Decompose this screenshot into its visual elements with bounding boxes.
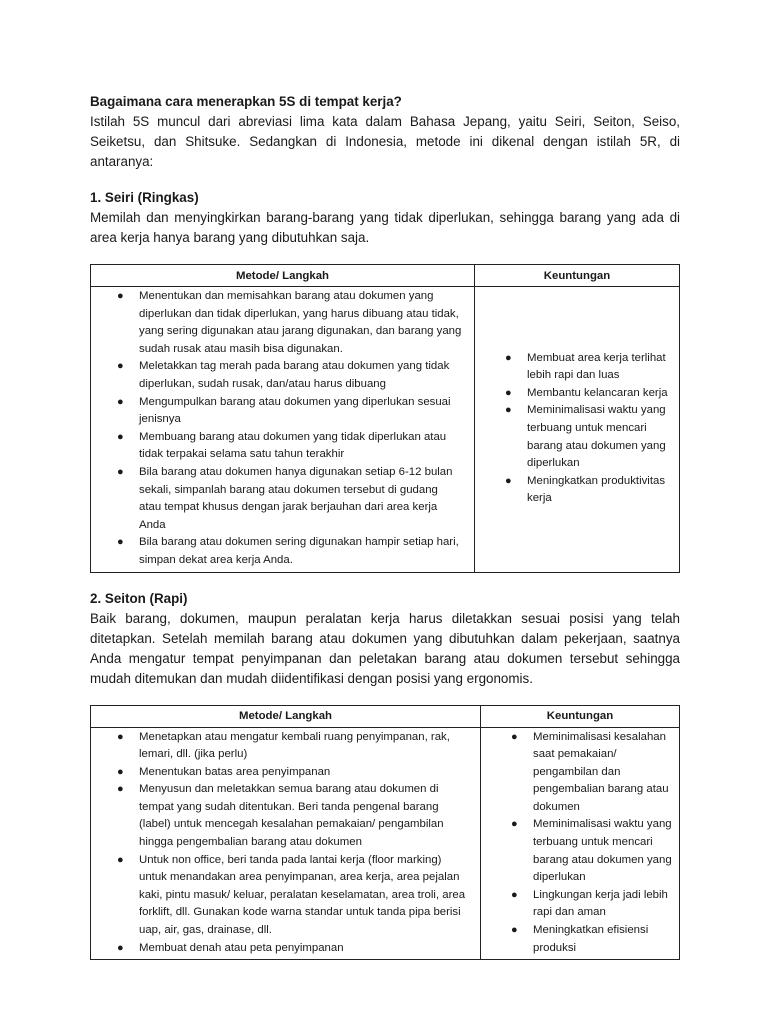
list-item xyxy=(91,394,474,429)
section-seiton xyxy=(90,589,680,961)
bullet-icon: ● xyxy=(505,404,512,417)
intro-paragraph: Istilah 5S muncul dari abreviasi lima kata dalam Bahasa Jepang, yaitu Seiri, Seiton, Seiso, Seiketsu, dan Shitsuke. Sedangkan di Indonesia, metode ini dikenal dengan istilah 5R, di antaranya: xyxy=(90,114,680,169)
list-item-text: Membantu kelancaran kerja xyxy=(527,386,668,399)
list-item-text: Meminimalisasi kesalahan saat pemakaian/ pengambilan dan pengembalian barang atau dokumen xyxy=(533,730,669,813)
bullet-icon: ● xyxy=(117,290,124,302)
bullet-icon: ● xyxy=(505,386,512,399)
bullet-icon: ● xyxy=(511,888,518,901)
table-header-metode: Metode/ Langkah xyxy=(91,265,475,287)
bullet-icon: ● xyxy=(117,465,124,478)
bullet-icon: ● xyxy=(117,853,124,866)
list-item xyxy=(91,764,480,782)
section-title: 1. Seiri (Ringkas) xyxy=(90,190,199,205)
metode-list xyxy=(91,288,474,570)
list-item xyxy=(91,940,480,958)
list-item-text: Bila barang atau dokumen hanya digunakan setiap 6-12 bulan sekali, simpanlah barang atau dokumen tersebut di gudang atau tempat khusus dengan jarak berjauhan dari area kerja Anda xyxy=(139,465,453,531)
bullet-icon: ● xyxy=(117,430,124,443)
bullet-icon: ● xyxy=(117,360,124,373)
list-item xyxy=(481,816,679,886)
list-item xyxy=(481,922,679,957)
document-content xyxy=(90,92,680,960)
keuntungan-list xyxy=(481,729,679,958)
list-item xyxy=(475,385,679,403)
bullet-icon: ● xyxy=(117,536,124,549)
list-item xyxy=(91,534,474,569)
bullet-icon: ● xyxy=(117,765,124,778)
list-item xyxy=(475,402,679,472)
bullet-icon: ● xyxy=(505,474,512,487)
list-item xyxy=(475,473,679,508)
metode-cell xyxy=(91,727,481,960)
keuntungan-cell xyxy=(481,727,680,960)
bullet-icon: ● xyxy=(117,395,124,408)
section-title: 2. Seiton (Rapi) xyxy=(90,590,188,606)
table-header-keuntungan: Keuntungan xyxy=(481,705,680,727)
metode-list xyxy=(91,729,480,958)
list-item-text: Meminimalisasi waktu yang terbuang untuk mencari barang atau dokumen yang diperlukan xyxy=(527,404,666,470)
list-item xyxy=(91,288,474,358)
list-item-text: Membuat area kerja terlihat lebih rapi dan luas xyxy=(527,351,666,382)
list-item-text: Untuk non office, beri tanda pada lantai kerja (floor marking) untuk menandakan area penyimpanan, area kerja, area pejalan kaki, pintu masuk/ keluar, peralatan keselamatan, area troli, area forklift, dll. Gunakan kode warna standar untuk tanda pipa berisi uap, air, gas, drainase, dll. xyxy=(139,853,466,937)
list-item-text: Meminimalisasi waktu yang terbuang untuk mencari barang atau dokumen yang diperlukan xyxy=(533,818,672,884)
keuntungan-list xyxy=(475,350,679,508)
bullet-icon: ● xyxy=(117,941,124,954)
list-item-text: Membuang barang atau dokumen yang tidak diperlukan atau tidak terpakai selama satu tahun terakhir xyxy=(139,430,447,461)
list-item-text: Membuat denah atau peta penyimpanan xyxy=(139,941,344,954)
seiri-table xyxy=(90,264,680,573)
list-item-text: Meningkatkan produktivitas kerja xyxy=(527,474,666,505)
list-item xyxy=(91,358,474,393)
metode-cell xyxy=(91,287,475,573)
bullet-icon: ● xyxy=(511,924,518,937)
list-item-text: Bila barang atau dokumen sering digunakan hampir setiap hari, simpan dekat area kerja Anda. xyxy=(139,536,459,566)
list-item-text: Lingkungan kerja jadi lebih rapi dan aman xyxy=(533,888,668,919)
list-item-text: Menentukan dan memisahkan barang atau dokumen yang diperlukan dan tidak diperlukan, yang harus dibuang atau tidak, yang sering digunakan atau jarang digunakan, dan barang yang sudah rusak atau masih bisa digunakan. xyxy=(139,290,462,355)
keuntungan-cell xyxy=(475,287,680,573)
list-item xyxy=(91,729,480,764)
bullet-icon: ● xyxy=(511,730,518,743)
list-item xyxy=(481,729,679,817)
seiton-table xyxy=(90,705,680,961)
bullet-icon: ● xyxy=(511,818,518,831)
list-item-text: Meletakkan tag merah pada barang atau dokumen yang tidak diperlukan, sudah rusak, dan/atau harus dibuang xyxy=(139,360,450,390)
list-item xyxy=(91,781,480,851)
list-item-text: Menyusun dan meletakkan semua barang atau dokumen di tempat yang sudah ditentukan. Beri tanda pengenal barang (label) untuk mencegah kesalahan pemakaian/ pengambilan hingga pengembalian barang atau dokumen xyxy=(139,783,444,849)
bullet-icon: ● xyxy=(117,783,124,796)
list-item xyxy=(91,852,480,940)
section-seiri xyxy=(90,188,680,573)
document-heading: Bagaimana cara menerapkan 5S di tempat kerja? xyxy=(90,94,402,109)
list-item-text: Menetapkan atau mengatur kembali ruang penyimpanan, rak, lemari, dll. (jika perlu) xyxy=(139,730,450,761)
list-item xyxy=(475,350,679,385)
bullet-icon: ● xyxy=(505,351,512,364)
section-description: Baik barang, dokumen, maupun peralatan kerja harus diletakkan sesuai posisi yang telah ditetapkan. Setelah memilah barang atau dokumen yang dibutuhkan dalam pekerjaan, saatnya Anda mengatur tempat penyimpanan dan peletakan barang atau dokumen tersebut sehingga mudah ditemukan dan mudah diidentifikasi dengan posisi yang ergonomis. xyxy=(90,610,680,686)
section-description: Memilah dan menyingkirkan barang-barang yang tidak diperlukan, sehingga barang yang ada di area kerja hanya barang yang dibutuhkan saja. xyxy=(90,210,680,245)
table-header-keuntungan: Keuntungan xyxy=(475,265,680,287)
table-header-metode: Metode/ Langkah xyxy=(91,705,481,727)
bullet-icon: ● xyxy=(117,730,124,743)
list-item-text: Mengumpulkan barang atau dokumen yang diperlukan sesuai jenisnya xyxy=(139,395,451,426)
list-item xyxy=(91,429,474,464)
list-item xyxy=(91,464,474,534)
list-item xyxy=(481,887,679,922)
list-item-text: Menentukan batas area penyimpanan xyxy=(139,765,331,778)
list-item-text: Meningkatkan efisiensi produksi xyxy=(533,924,649,954)
